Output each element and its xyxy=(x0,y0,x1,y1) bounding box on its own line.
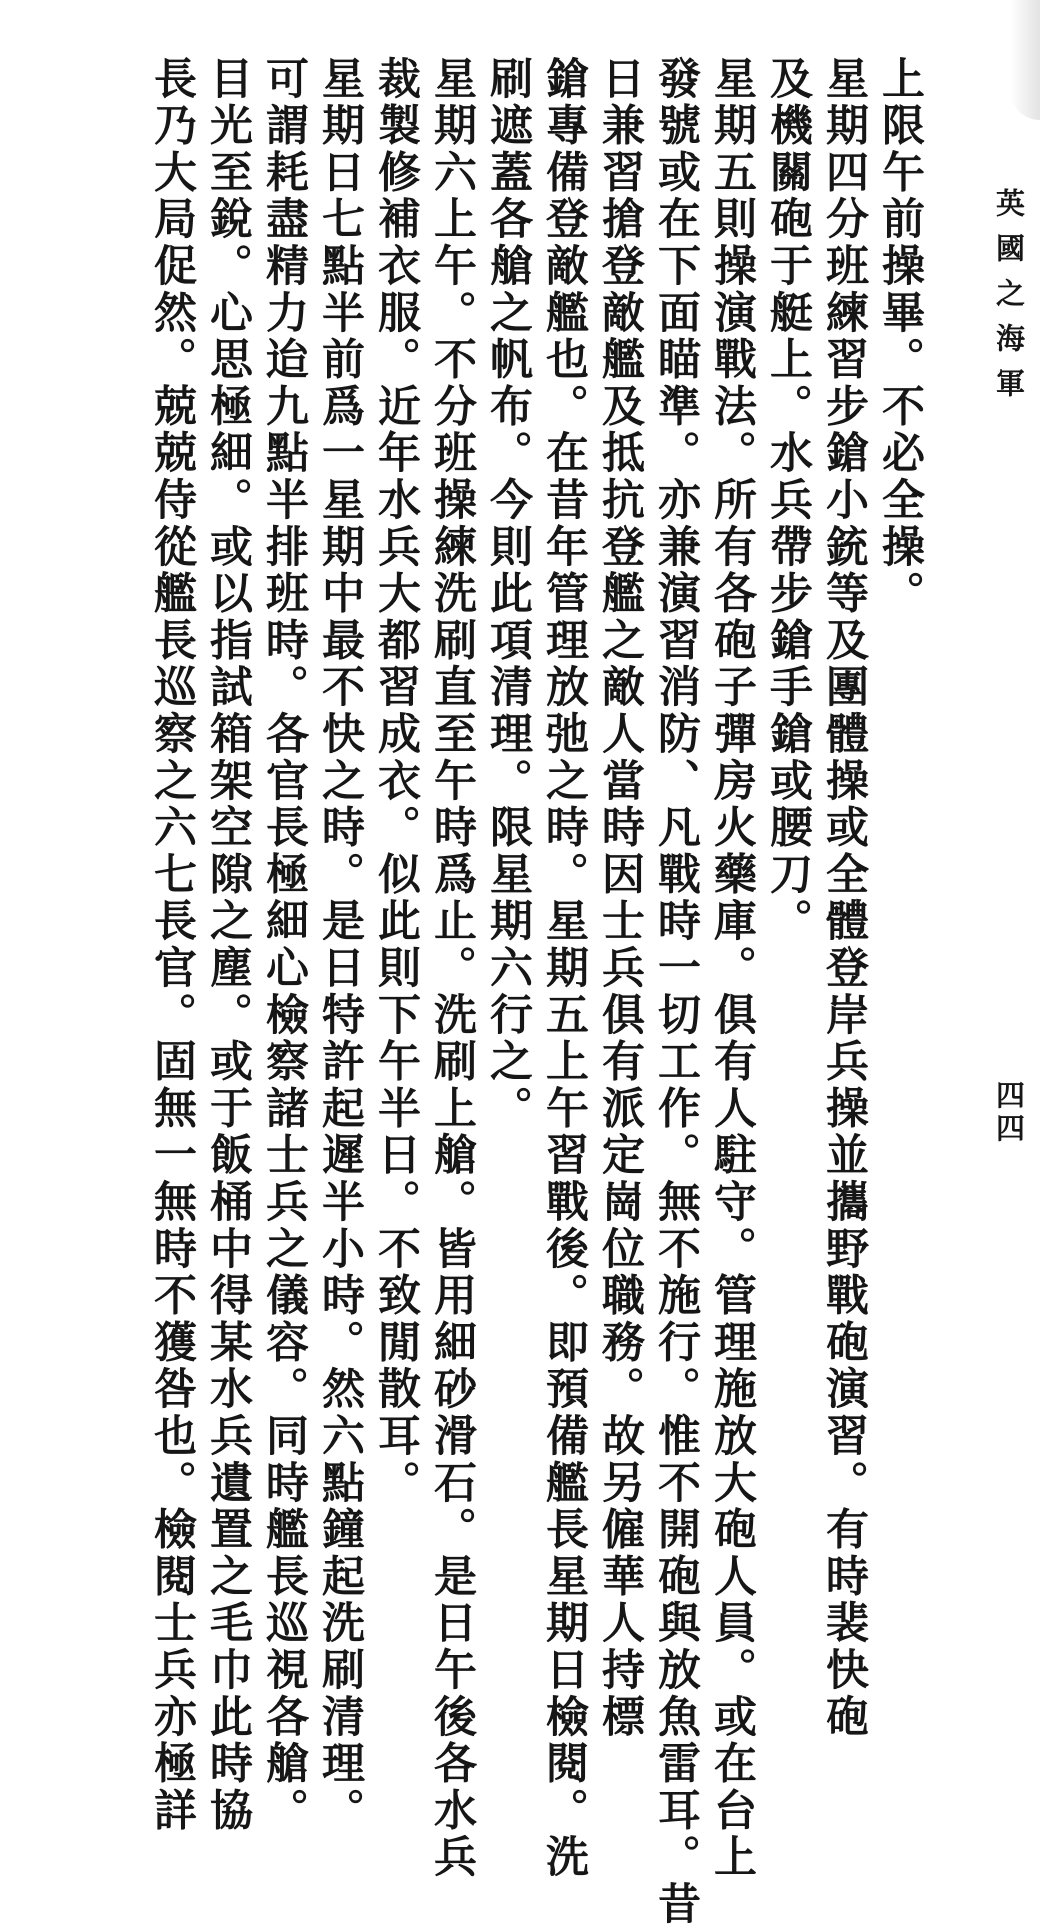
body-text xyxy=(48,56,928,1928)
text-column: 發號或在下面瞄準。亦兼演習消防、凡戰時一切工作。無不施行。惟不開砲與放魚雷耳。昔 xyxy=(651,56,701,1928)
page-number: 四四 xyxy=(992,1080,1026,1146)
text-column: 刷遮蓋各艙之帆布。今則此項清理。限星期六行之。 xyxy=(483,56,533,1133)
text-column: 星期五則操演戰法。所有各砲子彈房火藥庫。俱有人駐守。管理施放大砲人員。或在台上 xyxy=(707,56,757,1882)
text-column: 上限午前操畢。不必全操。 xyxy=(875,56,925,618)
text-column: 星期六上午。不分班操練洗刷直至午時爲止。洗刷上艙。皆用細砂滑石。是日午後各水兵 xyxy=(427,56,477,1882)
running-header: 英國之海軍 xyxy=(992,188,1026,413)
page-corner-shadow xyxy=(1010,0,1040,120)
text-column: 及機關砲于艇上。水兵帶步鎗手鎗或腰刀。 xyxy=(763,56,813,946)
text-column: 星期四分班練習步鎗小銃等及團體操或全體登岸兵操並攜野戰砲演習。有時裴快砲 xyxy=(819,56,869,1741)
text-column: 長乃大局促然。兢兢侍從艦長巡察之六七長官。固無一無時不獲咎也。檢閱士兵亦極詳 xyxy=(147,56,197,1835)
text-column: 裁製修補衣服。近年水兵大都習成衣。似此則下午半日。不致閒散耳。 xyxy=(371,56,421,1507)
text-column: 日兼習搶登敵艦及抵抗登艦之敵人當時因士兵俱有派定崗位職務。故另僱華人持標 xyxy=(595,56,645,1741)
text-column: 目光至銳。心思極細。或以指試箱架空隙之塵。或于飯桶中得某水兵遺置之毛巾此時協 xyxy=(203,56,253,1835)
text-column: 星期日七點半前爲一星期中最不快之時。是日特許起遲半小時。然六點鐘起洗刷清理。 xyxy=(315,56,365,1835)
text-column: 鎗專備登敵艦也。在昔年管理放弛之時。星期五上午習戰後。即預備艦長星期日檢閱。洗 xyxy=(539,56,589,1882)
text-column: 可謂耗盡精力迨九點半排班時。各官長極細心檢察諸士兵之儀容。同時艦長巡視各艙。 xyxy=(259,56,309,1835)
